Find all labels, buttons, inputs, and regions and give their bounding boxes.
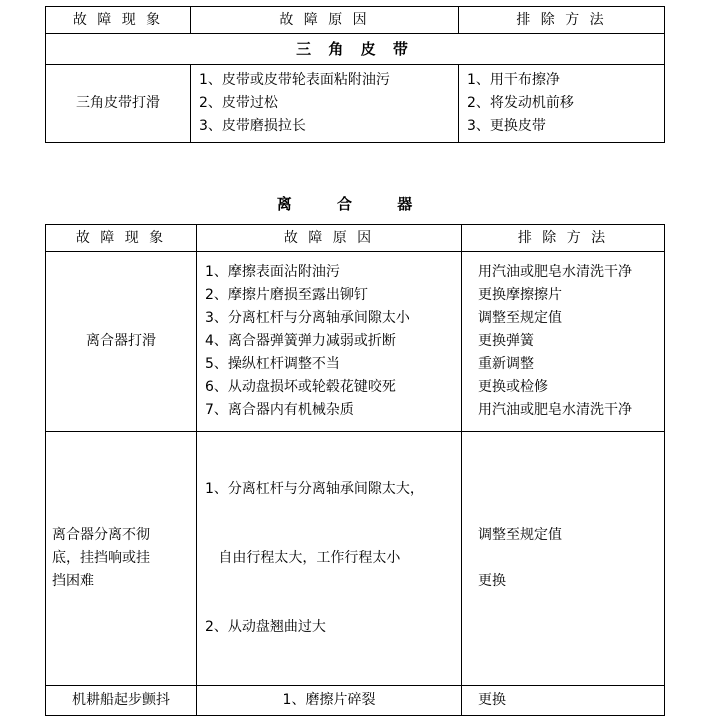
remedy-line: 2、将发动机前移: [467, 95, 574, 111]
cause-line: 4、离合器弹簧弹力减弱或折断: [205, 333, 396, 349]
remedy-cell: [462, 252, 665, 432]
clutch-section-title: 离 合 器: [276, 195, 433, 213]
cause-cell: [197, 432, 462, 686]
symptom-cell: 机耕船起步颤抖: [46, 686, 197, 716]
remedy-line: 更换: [478, 573, 506, 589]
remedy-cell: 更换: [462, 686, 665, 716]
cause-line: 7、离合器内有机械杂质: [205, 402, 354, 418]
header-remedy: 排 除 方 法: [459, 7, 665, 34]
cause-cell: [191, 65, 459, 143]
symptom-cell: 三角皮带打滑: [46, 65, 191, 143]
belt-fault-table: [45, 6, 665, 143]
cause-line: 2、从动盘翘曲过大: [205, 619, 326, 635]
table-row: [46, 65, 665, 143]
remedy-cell: [459, 65, 665, 143]
cause-cell: [197, 252, 462, 432]
remedy-line: 更换或检修: [478, 379, 548, 395]
remedy-line: 更换弹簧: [478, 333, 534, 349]
cause-cell: 1、磨擦片碎裂: [197, 686, 462, 716]
remedy-cell: [462, 432, 665, 686]
table-row: [46, 252, 665, 432]
cause-line: 1、皮带或皮带轮表面粘附油污: [199, 72, 390, 88]
cause-line: 1、分离杠杆与分离轴承间隙太大，: [205, 481, 424, 497]
symptom-cell: 离合器打滑: [46, 252, 197, 432]
header-cause: 故 障 原 因: [197, 225, 462, 252]
remedy-line: 调整至规定值: [478, 527, 562, 543]
cause-line: 自由行程太大，工作行程太小: [205, 550, 401, 566]
symptom-cell: [46, 432, 197, 686]
symptom-line: 离合器分离不彻: [52, 527, 150, 543]
header-symptom: 故 障 现 象: [46, 7, 191, 34]
remedy-line: 更换摩擦擦片: [478, 287, 562, 303]
table-row: [46, 432, 665, 686]
symptom-line: 挡困难: [52, 573, 94, 589]
header-cause: 故 障 原 因: [191, 7, 459, 34]
header-remedy: 排 除 方 法: [462, 225, 665, 252]
remedy-line: 3、更换皮带: [467, 118, 546, 134]
cause-line: 2、皮带过松: [199, 95, 278, 111]
remedy-line: [478, 547, 664, 570]
remedy-line: 重新调整: [478, 356, 534, 372]
table-row: [46, 686, 665, 716]
cause-line: 3、皮带磨损拉长: [199, 118, 306, 134]
remedy-line: 调整至规定值: [478, 310, 562, 326]
section-title-belt: 三 角 皮 带: [46, 34, 665, 65]
cause-line: 1、摩擦表面沾附油污: [205, 264, 340, 280]
symptom-line: 底，挂挡响或挂: [52, 550, 150, 566]
cause-line: 5、操纵杠杆调整不当: [205, 356, 340, 372]
cause-line: 2、摩擦片磨损至露出铆钉: [205, 287, 368, 303]
clutch-fault-table: [45, 224, 665, 716]
remedy-line: 用汽油或肥皂水清洗干净: [478, 402, 632, 418]
cause-line: 6、从动盘损坏或轮毂花键咬死: [205, 379, 396, 395]
remedy-line: 1、用干布擦净: [467, 72, 560, 88]
remedy-line: 用汽油或肥皂水清洗干净: [478, 264, 632, 280]
cause-line: 3、分离杠杆与分离轴承间隙太小: [205, 310, 410, 326]
header-symptom: 故 障 现 象: [46, 225, 197, 252]
